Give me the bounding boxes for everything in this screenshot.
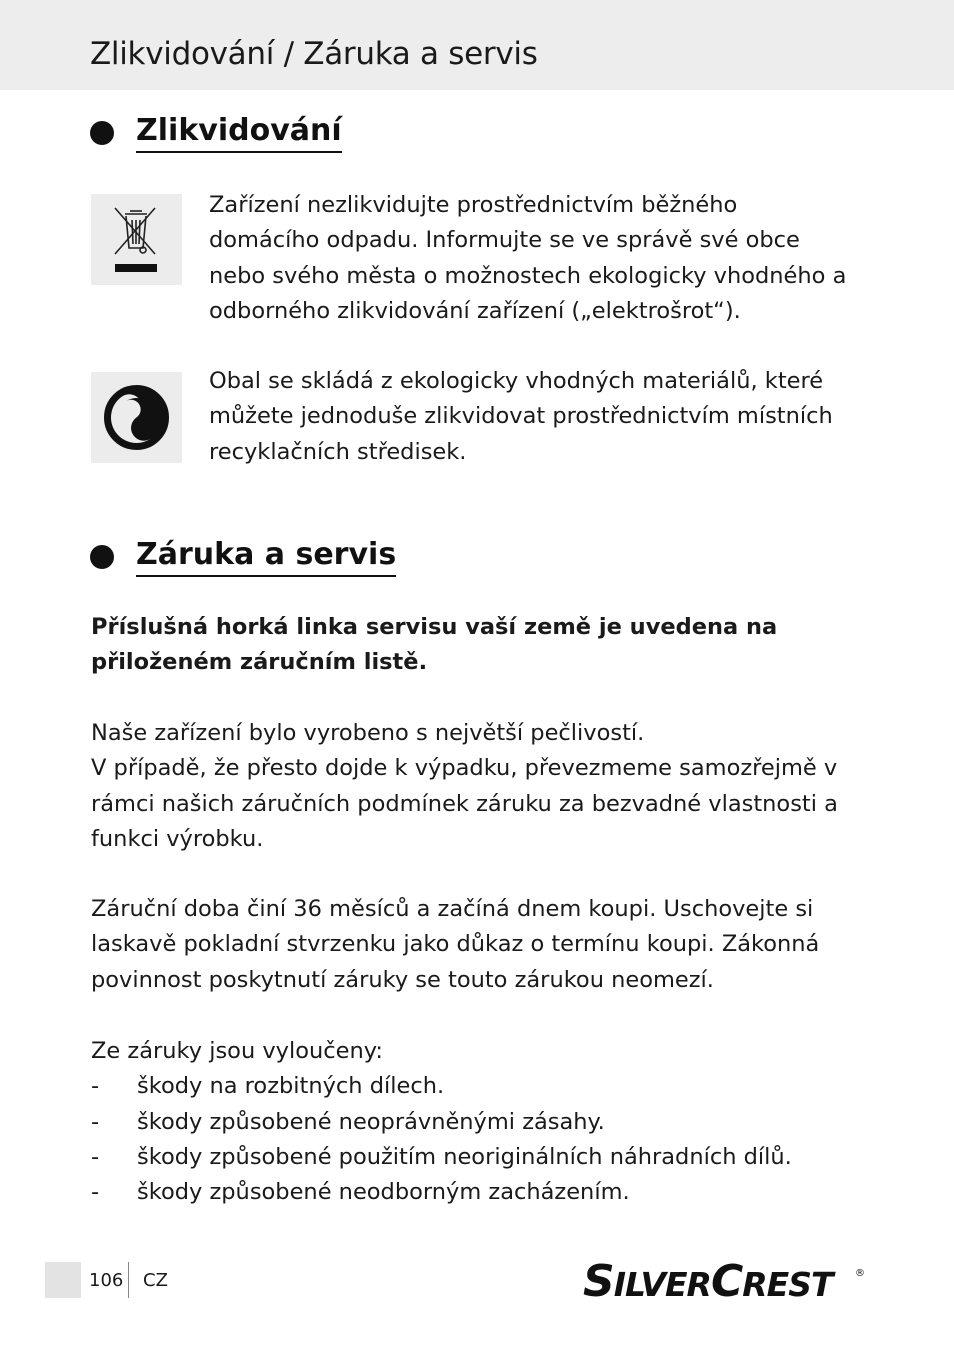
section-disposal-heading <box>90 113 342 153</box>
bullet-dot-icon <box>90 545 114 569</box>
list-item-text: škody na rozbitných dílech. <box>137 1073 445 1100</box>
disposal-paragraph-1 <box>209 188 849 329</box>
brand-logo <box>583 1256 833 1307</box>
warranty-paragraph-1 <box>91 716 851 857</box>
list-item-text: škody způsobené neodborným zacházením. <box>137 1179 630 1206</box>
disposal-text-1: Zařízení nezlikvidujte prostřednictvím běžného domácího odpadu. Informujte se ve správě své obce nebo svého města o možnostech ekologicky vhodného a odborného zlikvidování zařízení („elektrošrot“). <box>209 192 847 324</box>
warranty-paragraph-2 <box>91 892 851 998</box>
list-item <box>91 1175 851 1210</box>
disposal-text-2: Obal se skládá z ekologicky vhodných materiálů, které můžete jednoduše zlikvidovat prostřednictvím místních recyklačních středisek. <box>209 368 833 465</box>
language-code: CZ <box>143 1270 168 1291</box>
footer-marker <box>45 1262 81 1298</box>
list-item-text: škody způsobené neoprávněnými zásahy. <box>137 1108 605 1135</box>
exclusions-intro: Ze záruky jsou vyloučeny: <box>91 1038 384 1064</box>
brand-letter: S <box>583 1256 614 1307</box>
list-item-text: škody způsobené použitím neoriginálních náhradních dílů. <box>137 1143 792 1170</box>
list-item <box>91 1069 851 1104</box>
disposal-paragraph-2 <box>209 364 849 470</box>
brand-letters: REST <box>742 1265 833 1304</box>
warranty-text-1b: V případě, že přesto dojde k výpadku, převezmeme samozřejmě v rámci našich záručních podmínek záruku za bezvadné vlastnosti a funkci výrobku. <box>91 755 838 852</box>
list-dash: - <box>91 1108 100 1135</box>
page-number: 106 <box>89 1270 124 1291</box>
warranty-hotline-text: Příslušná horká linka servisu vaší země je uvedena na přiloženém záručním listě. <box>91 614 778 676</box>
warranty-text-1a: Naše zařízení bylo vyrobeno s největší pečlivostí. <box>91 720 645 746</box>
green-dot-recycling-icon <box>91 372 182 463</box>
list-dash: - <box>91 1179 100 1206</box>
list-item <box>91 1140 851 1175</box>
warranty-text-2: Záruční doba činí 36 měsíců a začíná dnem koupi. Uschovejte si laskavě pokladní stvrzenku jako důkaz o termínu koupi. Zákonná povinnost poskytnutí záruky se touto zárukou neomezí. <box>91 896 820 993</box>
footer-divider <box>128 1262 129 1298</box>
list-dash: - <box>91 1073 100 1100</box>
list-item <box>91 1105 851 1140</box>
warranty-hotline-note <box>91 610 851 681</box>
warranty-exclusions <box>91 1034 851 1210</box>
brand-letter: C <box>710 1256 743 1307</box>
bullet-dot-icon <box>90 121 114 145</box>
section-title-disposal: Zlikvidování <box>136 113 342 153</box>
section-title-warranty: Záruka a servis <box>136 537 396 577</box>
section-warranty-heading <box>90 537 396 577</box>
brand-letters: ILVER <box>613 1265 711 1304</box>
registered-mark: ® <box>855 1268 865 1279</box>
crossed-out-wheelie-bin-icon <box>91 194 182 285</box>
page-title: Zlikvidování / Záruka a servis <box>90 36 538 72</box>
list-dash: - <box>91 1143 100 1170</box>
